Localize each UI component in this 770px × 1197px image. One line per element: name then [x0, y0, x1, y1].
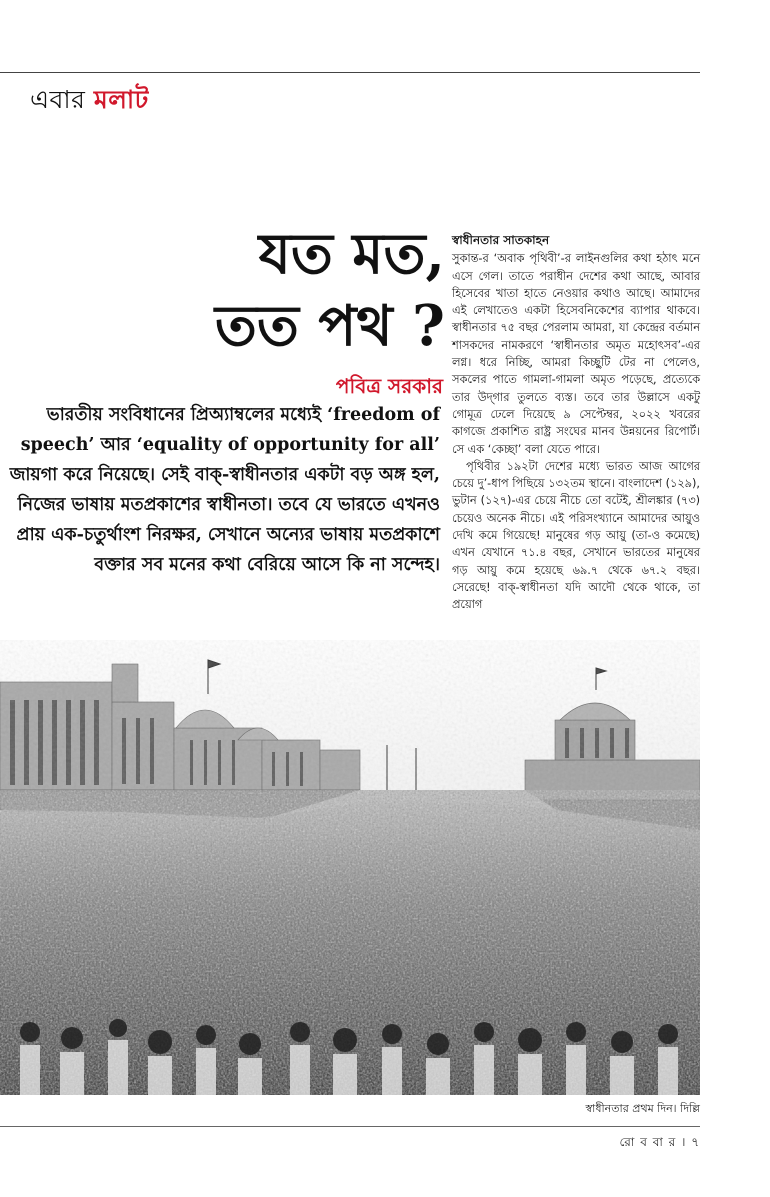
body-column [452, 232, 700, 614]
section-prefix: এবার [30, 85, 86, 114]
body-paragraph-1: সুকান্ত-র ‘অবাক পৃথিবী’-র লাইনগুলির কথা হঠাৎ মনে এসে গেল। তাতে পরাধীন দেশের কথা আছে, আবার হিসেবের খাতা হাতে নেওয়ার কথাও আছে। আমাদের এই লেখাতেও একটা হিসেবনিকেশের ব্যাপার থাকবে। স্বাধীনতার ৭৫ বছর পেরলাম আমরা, যা কেন্দ্রের বর্তমান শাসকদের নামকরণে ‘স্বাধীনতার অমৃত মহোৎসব’-এর লগ্ন। ধরে নিচ্ছি, আমরা কিচ্ছুটি টের না পেলেও, সকলের পাতে গামলা-গামলা অমৃত পড়েছে, প্রত্যেকে তার উদ্‌গার তুলতে ব্যস্ত। তবে তার উল্লাসে একটু গোমূত্র ঢেলে দিয়েছে ৯ সেপ্টেম্বর, ২০২২ খবরের কাগজে প্রকাশিত রাষ্ট্র সংঘের মানব উন্নয়নের রিপোর্ট। সে এক ‘কেচ্ছা’ বলা যেতে পারে। [452, 252, 700, 456]
body-kicker: স্বাধীনতার সাতকাহন [452, 233, 550, 247]
page-folio: রো ব বা র । ৭ [619, 1135, 700, 1149]
standfirst: ভারতীয় সংবিধানের প্রিঅ্যাম্বলের মধ্যেই ‘freedom of speech’ আর ‘equality of opportunity for all’ জায়গা করে নিয়েছে। সেই বাক্‌-স্বাধীনতার একটা বড় অঙ্গ হল, নিজের ভাষায় মতপ্রকাশের স্বাধীনতা। তবে যে ভারতে এখনও প্রায় এক-চতুর্থাংশ নিরক্ষর, সেখানে অন্যের ভাষায় মতপ্রকাশে বক্তার সব মনের কথা বেরিয়ে আসে কি না সন্দেহ। [9, 405, 440, 575]
headline [215, 218, 445, 362]
headline-line-1: যত মত, [258, 221, 445, 287]
top-rule [0, 72, 700, 73]
section-label [30, 80, 149, 123]
author-byline: পবিত্র সরকার [335, 374, 443, 398]
bottom-rule [0, 1126, 700, 1127]
body-paragraph-2: পৃথিবীর ১৯২টা দেশের মধ্যে ভারত আজ আগের চেয়ে দু’-ধাপ পিছিয়ে ১৩২তম স্থানে। বাংলাদেশ (১২৯), ভুটান (১২৭)-এর চেয়ে নীচে তো বটেই, শ্রীলঙ্কার (৭৩) চেয়েও অনেক নীচে। এই পরিসংখ্যানে আমাদের আয়ুও দেখি কমে গিয়েছে! মানুষের গড় আয়ু (তা-ও কমেছে) এখন যেখানে ৭১.৪ বছর, সেখানে ভারতের মানুষের গড় আয়ু কমে হয়েছে ৬৯.৭ থেকে ৬৭.২ বছর। সেরেছে! বাক্‌-স্বাধীনতা যদি আদৌ থেকে থাকে, তা প্রয়োগ [452, 459, 700, 612]
photo-caption: স্বাধীনতার প্রথম দিন। দিল্লি [585, 1102, 700, 1115]
section-name: মলাট [93, 85, 149, 114]
headline-line-2: তত পথ ? [214, 293, 445, 359]
crowd-photo [0, 640, 700, 1095]
